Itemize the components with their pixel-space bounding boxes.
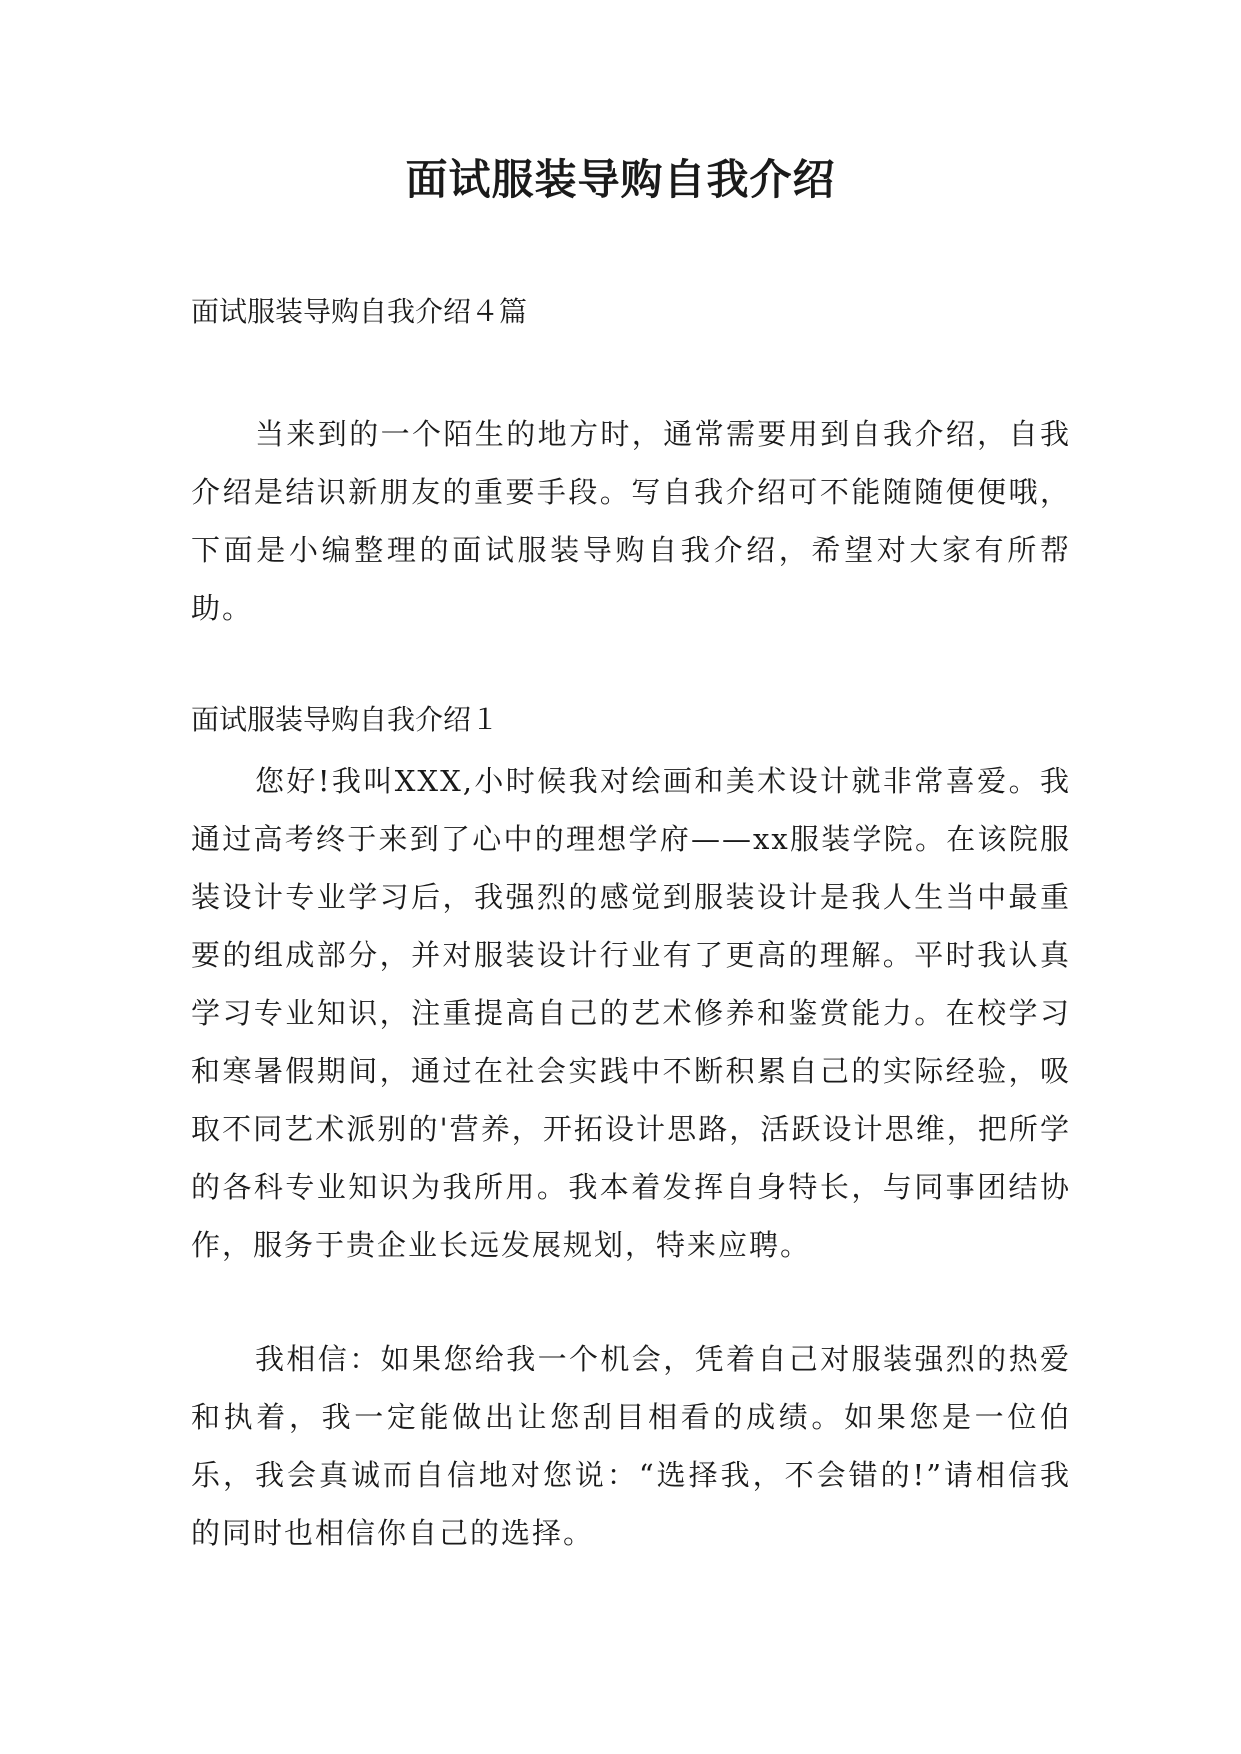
document-subtitle: 面试服装导购自我介绍４篇 — [191, 295, 528, 328]
intro-paragraph — [191, 405, 1071, 637]
paragraph-text: 我相信：如果您给我一个机会，凭着自己对服装强烈的热爱和执着，我一定能做出让您刮目相看的成绩。如果您是一位伯乐，我会真诚而自信地对您说：“选择我，不会错的!”请相信我的同时也相信你自己的选择。 — [191, 1342, 1071, 1550]
section1-paragraph-1 — [191, 752, 1071, 1274]
section1-paragraph-2 — [191, 1330, 1071, 1562]
intro-text: 当来到的一个陌生的地方时，通常需要用到自我介绍，自我介绍是结识新朋友的重要手段。写自我介绍可不能随随便便哦，下面是小编整理的面试服装导购自我介绍，希望对大家有所帮助。 — [191, 417, 1071, 625]
paragraph-text: 您好!我叫XXX,小时候我对绘画和美术设计就非常喜爱。我通过高考终于来到了心中的理想学府——xx服装学院。在该院服装设计专业学习后，我强烈的感觉到服装设计是我人生当中最重要的组成部分，并对服装设计行业有了更高的理解。平时我认真学习专业知识，注重提高自己的艺术修养和鉴赏能力。在校学习和寒暑假期间，通过在社会实践中不断积累自己的实际经验，吸取不同艺术派别的'营养，开拓设计思路，活跃设计思维，把所学的各科专业知识为我所用。我本着发挥自身特长，与同事团结协作，服务于贵企业长远发展规划，特来应聘。 — [191, 764, 1071, 1262]
document-title: 面试服装导购自我介绍 — [405, 155, 836, 204]
section-heading-1: 面试服装导购自我介绍１ — [191, 703, 500, 736]
